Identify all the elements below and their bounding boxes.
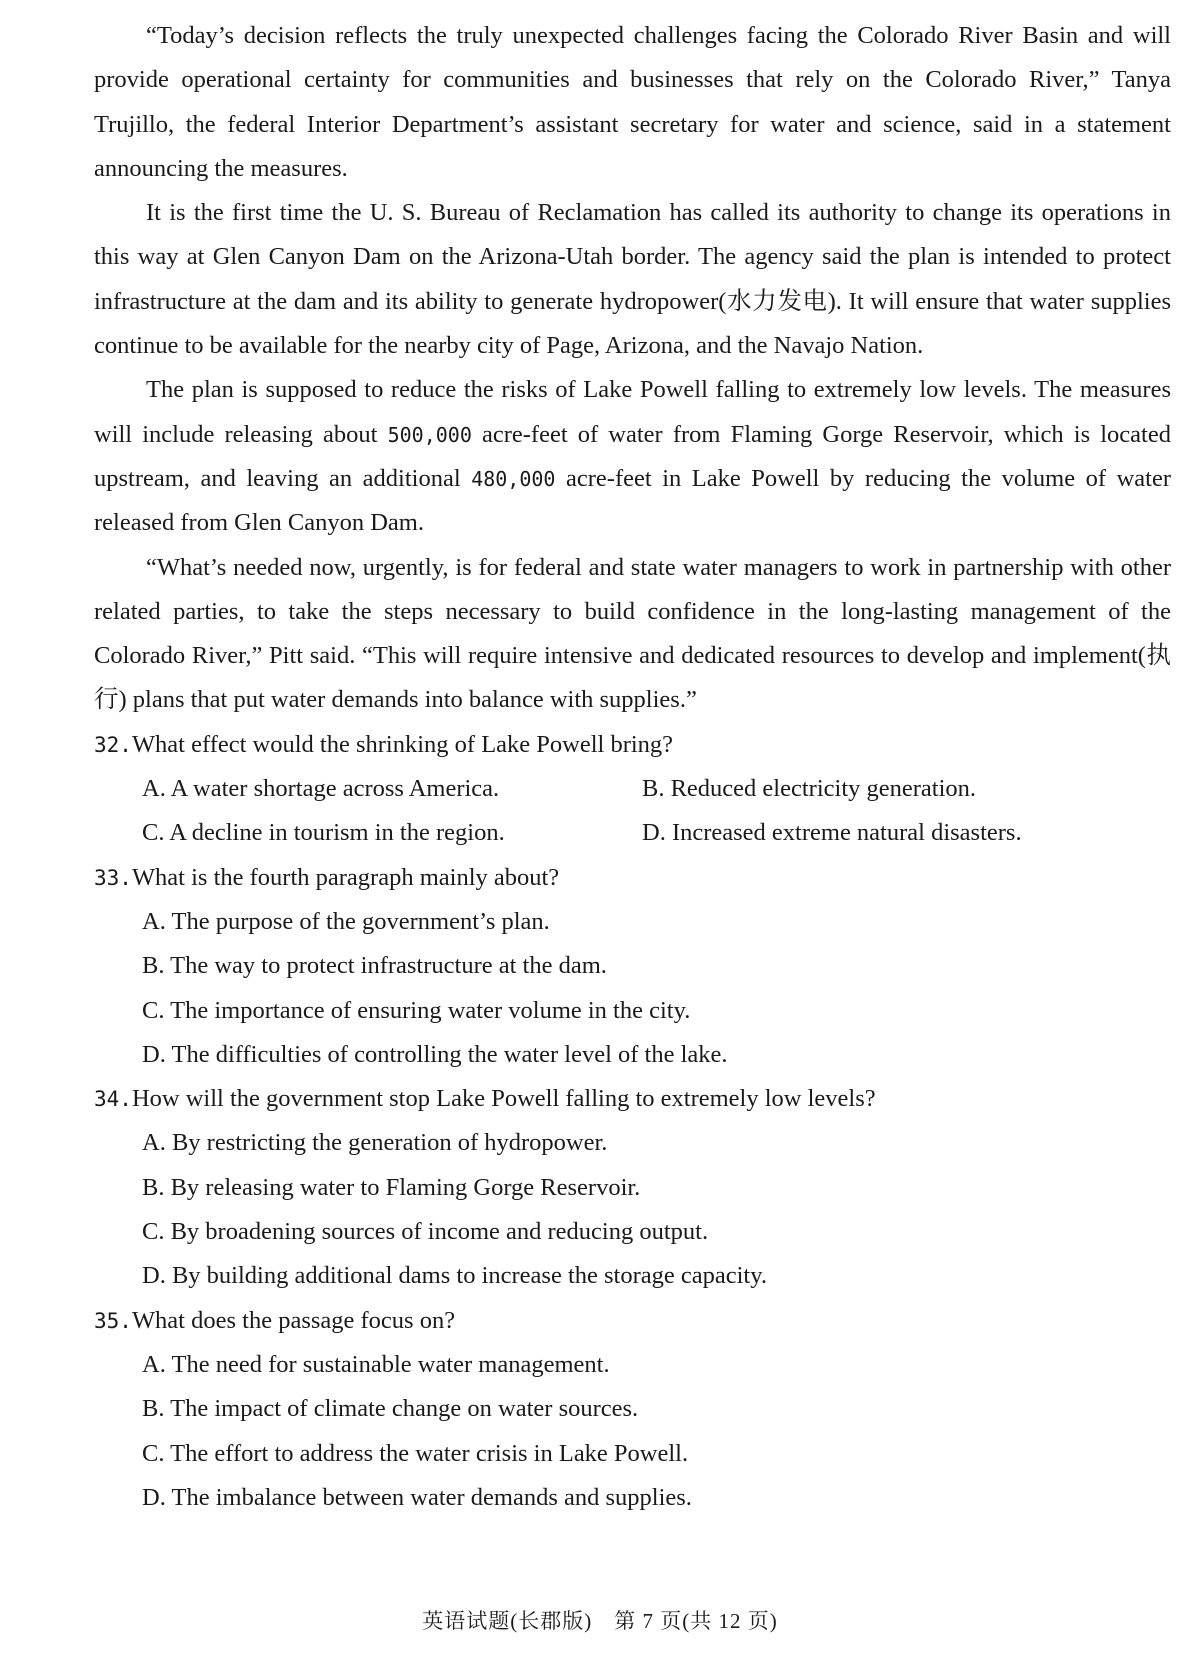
paragraph-3-text-2: acre-feet of water from Flaming Gorge Reservoir, which is located upstream, and leaving an additional: [94, 420, 1171, 492]
passage-paragraph-1: “Today’s decision reflects the truly unexpected challenges facing the Colorado River Basin and will provide operational certainty for communities and businesses that rely on the Colorado River,” Tanya Trujillo, the federal Interior Department’s assistant secretary for water and science, said in a statement announcing the measures.: [94, 22, 1171, 182]
page-footer: 英语试题(长郡版) 第 7 页(共 12 页): [422, 1609, 778, 1633]
question-stem: [94, 856, 1171, 900]
option-a: A. By restricting the generation of hydropower.: [142, 1129, 608, 1157]
option-b: B. The way to protect infrastructure at the dam.: [142, 952, 607, 980]
question-stem: [94, 723, 1171, 767]
question-text: How will the government stop Lake Powell falling to extremely low levels?: [131, 1085, 876, 1113]
option-a: A. A water shortage across America.: [142, 775, 500, 803]
question-number: 33.: [94, 865, 132, 890]
question-33: [94, 856, 1171, 1077]
passage-paragraph-2: It is the first time the U. S. Bureau of Reclamation has called its authority to change its operations in this way at Glen Canyon Dam on the Arizona-Utah border. The agency said the plan is intended to protect infrastructure at the dam and its ability to generate hydropower(水力发电). It will ensure that water supplies continue to be available for the nearby city of Page, Arizona, and the Navajo Nation.: [94, 199, 1171, 360]
option-b: B. By releasing water to Flaming Gorge Reservoir.: [142, 1173, 641, 1201]
option-c: C. The importance of ensuring water volume in the city.: [142, 996, 691, 1024]
option-c: C. A decline in tourism in the region.: [142, 819, 505, 847]
option-d: D. By building additional dams to increase the storage capacity.: [142, 1262, 768, 1290]
answer-options: [94, 1343, 1171, 1520]
option-c: C. By broadening sources of income and reducing output.: [142, 1218, 709, 1246]
option-b: B. Reduced electricity generation.: [642, 775, 977, 803]
answer-options: [94, 1121, 1171, 1298]
question-number: 34.: [94, 1087, 132, 1112]
exam-page: [94, 14, 1171, 1520]
answer-options: [94, 900, 1171, 1077]
paragraph-3-number-1: 500,000: [387, 422, 472, 447]
passage-paragraph-4: “What’s needed now, urgently, is for federal and state water managers to work in partnership with other related parties, to take the steps necessary to build confidence in the long-lasting management of the Colorado River,” Pitt said. “This will require intensive and dedicated resources to develop and implement(执行) plans that put water demands into balance with supplies.”: [94, 553, 1171, 714]
question-34: [94, 1077, 1171, 1298]
question-text: What does the passage focus on?: [131, 1306, 456, 1334]
option-d: D. Increased extreme natural disasters.: [642, 819, 1022, 847]
passage-paragraph-3: [94, 368, 1171, 545]
question-text: What is the fourth paragraph mainly about?: [131, 863, 560, 891]
option-c: C. The effort to address the water crisis in Lake Powell.: [142, 1439, 689, 1467]
option-d: D. The difficulties of controlling the water level of the lake.: [142, 1040, 728, 1068]
answer-options: [94, 767, 1171, 856]
question-stem: [94, 1077, 1171, 1121]
option-a: A. The purpose of the government’s plan.: [142, 907, 550, 935]
paragraph-3-text-1: The plan is supposed to reduce the risks of Lake Powell falling to extremely low levels. The measures will include releasing about: [94, 376, 1171, 448]
paragraph-3-text-3: acre-feet in Lake Powell by reducing the volume of water released from Glen Canyon Dam.: [94, 464, 1171, 537]
question-number: 32.: [94, 732, 132, 757]
option-a: A. The need for sustainable water management.: [142, 1350, 610, 1378]
option-b: B. The impact of climate change on water sources.: [142, 1395, 639, 1423]
question-32: [94, 723, 1171, 856]
question-35: [94, 1299, 1171, 1520]
question-number: 35.: [94, 1308, 132, 1333]
option-d: D. The imbalance between water demands and supplies.: [142, 1483, 692, 1511]
question-stem: [94, 1299, 1171, 1343]
paragraph-3-number-2: 480,000: [471, 466, 556, 491]
question-text: What effect would the shrinking of Lake Powell bring?: [131, 730, 674, 758]
